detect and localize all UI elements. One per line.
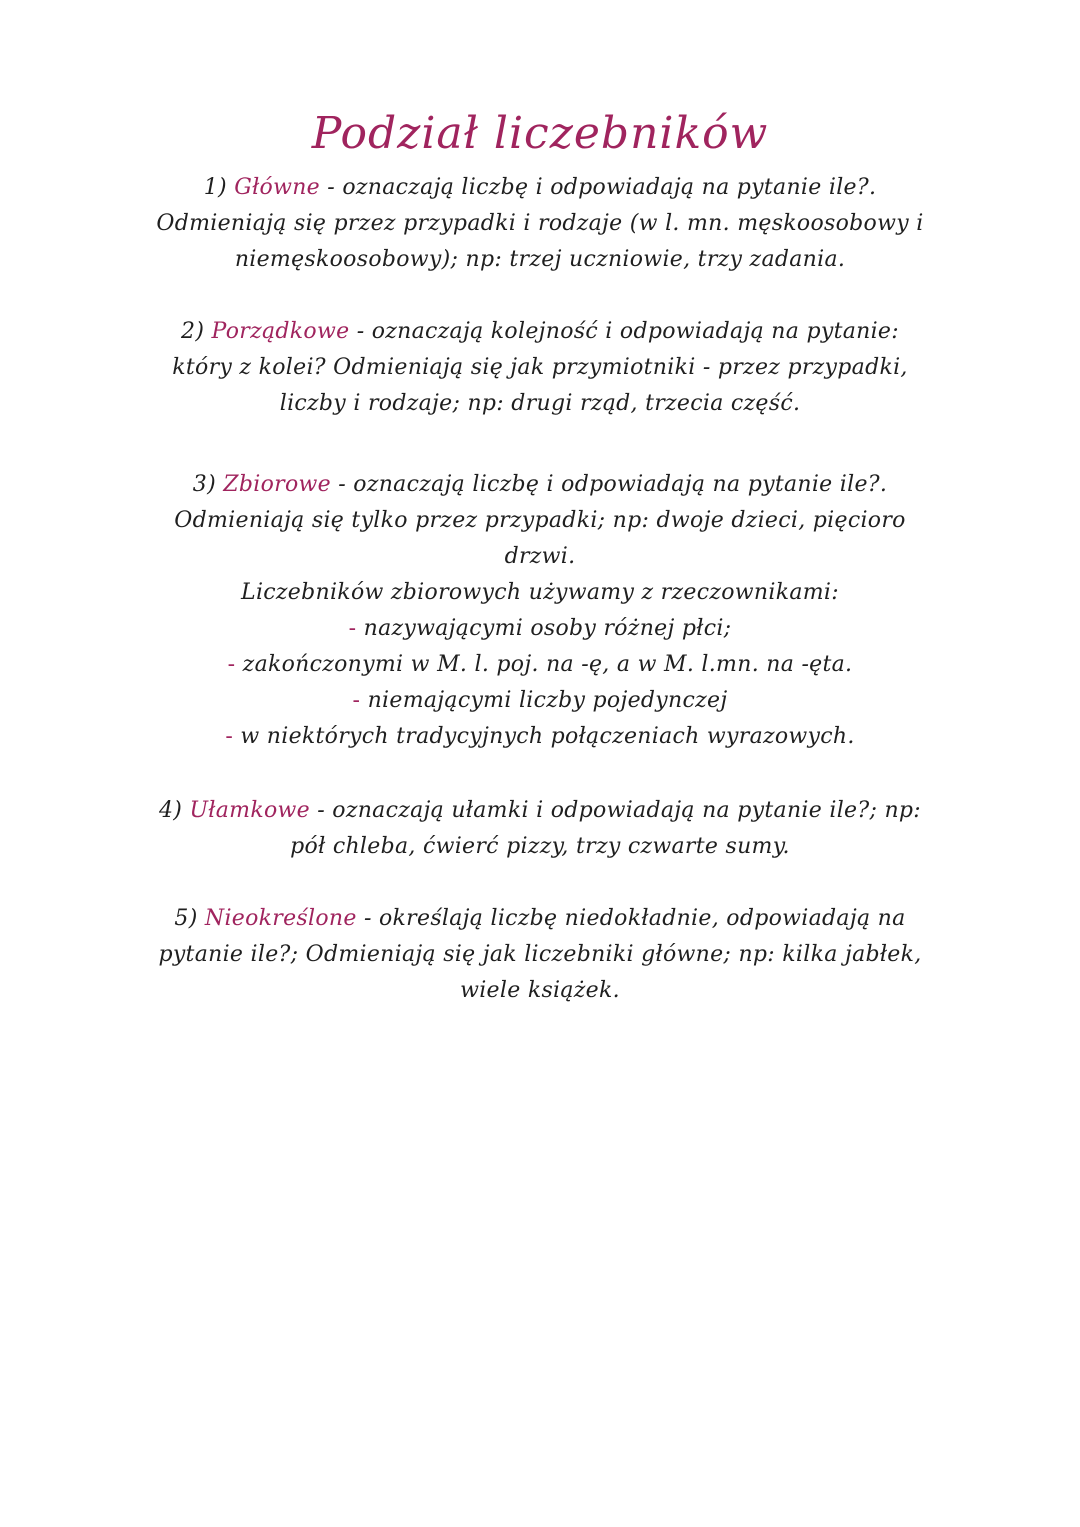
section-first-line <box>90 793 990 829</box>
section-text: - oznaczają kolejność i odpowiadają na pytanie: <box>349 319 899 344</box>
section-first-line <box>90 314 990 350</box>
section-first-line <box>90 901 990 937</box>
section-text: pół chleba, ćwierć pizzy, trzy czwarte sumy. <box>290 834 790 859</box>
section-text: liczby i rodzaje; np: drugi rząd, trzecia część. <box>279 391 801 416</box>
term-glowne: Główne <box>234 175 321 200</box>
section-text: który z kolei? Odmieniają się jak przymiotniki - przez przypadki, <box>172 355 908 380</box>
section-text: Odmieniają się przez przypadki i rodzaje (w l. mn. męskoosobowy i <box>156 211 924 236</box>
bullet-item <box>90 647 990 683</box>
bullet-text: niemającymi liczby pojedynczej <box>367 688 728 713</box>
bullet-dash: - <box>352 688 361 713</box>
section-number: 2) <box>181 319 205 344</box>
bullet-text: nazywającymi osoby różnej płci; <box>363 616 732 641</box>
term-nieokreslone: Nieokreślone <box>204 906 357 931</box>
section-first-line <box>90 467 990 503</box>
section-text: pytanie ile?; Odmieniają się jak liczebniki główne; np: kilka jabłek, <box>158 942 922 967</box>
term-porzadkowe: Porządkowe <box>211 319 350 344</box>
term-zbiorowe: Zbiorowe <box>223 472 331 497</box>
bullet-dash: - <box>348 616 357 641</box>
section-text: - określają liczbę niedokładnie, odpowiadają na <box>356 906 906 931</box>
term-ulamkowe: Ułamkowe <box>189 798 310 823</box>
bullet-dash: - <box>227 652 236 677</box>
bullet-item <box>90 683 990 719</box>
bullet-text: zakończonymi w M. l. poj. na -ę, a w M. l.mn. na -ęta. <box>242 652 853 677</box>
section-porzadkowe <box>90 314 990 422</box>
section-number: 3) <box>192 472 216 497</box>
section-text: Liczebników zbiorowych używamy z rzeczownikami: <box>241 580 839 605</box>
section-nieokreslone <box>90 901 990 1009</box>
section-text: wiele książek. <box>460 978 620 1003</box>
section-text: - oznaczają ułamki i odpowiadają na pytanie ile?; np: <box>309 798 922 823</box>
bullet-item <box>90 719 990 755</box>
section-number: 1) <box>203 175 227 200</box>
section-text: - oznaczają liczbę i odpowiadają na pytanie ile?. <box>330 472 888 497</box>
section-text: niemęskoosobowy); np: trzej uczniowie, trzy zadania. <box>234 247 846 272</box>
section-number: 4) <box>158 798 183 823</box>
bullet-dash: - <box>225 724 234 749</box>
section-zbiorowe <box>90 467 990 755</box>
section-number: 5) <box>174 906 198 931</box>
section-first-line <box>90 170 990 206</box>
page-title: Podział liczebników <box>311 108 769 159</box>
section-text: - oznaczają liczbę i odpowiadają na pytanie ile?. <box>320 175 877 200</box>
bullet-text: w niektórych tradycyjnych połączeniach wyrazowych. <box>240 724 855 749</box>
section-ulamkowe <box>90 793 990 865</box>
section-text: Odmieniają się tylko przez przypadki; np: dwoje dzieci, pięcioro <box>174 508 906 533</box>
section-text: drzwi. <box>504 544 576 569</box>
section-glowne <box>90 170 990 278</box>
bullet-item <box>90 611 990 647</box>
